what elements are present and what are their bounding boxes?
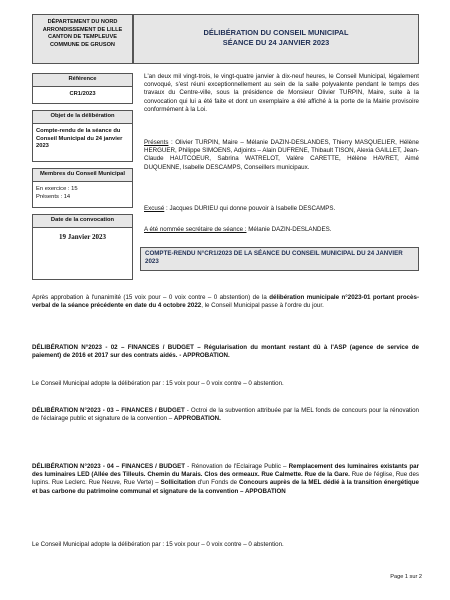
presents-names: : Olivier TURPIN, Maire – Mélanie DAZIN-DESLANDES, Thierry MASQUELIER, Hélène HERGUER, Philippe SIMOENS, Adjoints – Alain DUFRENE, Thibault TISON, Alexia GAILLET, Jean-Claude HAUTCOEUR, Sabrina WATRELOT, Valère CARETTE, Hélène HAVRET, Aimé DUQUENNE, Isabelle DESCAMPS, Conseillers municipaux. <box>144 139 419 171</box>
deliberation-04 <box>32 463 419 496</box>
objet-label: Objet de la délibération <box>33 111 132 124</box>
excuse-text: : Jacques DURIEU qui donne pouvoir à Isabelle DESCAMPS. <box>164 205 336 212</box>
reference-value: CR1/2023 <box>69 90 96 97</box>
d3-text: - Octroi de la subvention attribuée par la MEL fonds de concours pour la rénovation de l'éclairage public et signature de la convention – <box>32 407 419 423</box>
d4-text-3: d'un Fonds de <box>195 479 240 487</box>
secretaire-text: Mélanie DAZIN-DESLANDES. <box>246 226 332 233</box>
d4-bold-3: Concours auprès de la MEL dédié à la transition énergétique et bas carbone du patrimoine communal et signature de la convention – APPOBATION <box>32 479 419 495</box>
convocation-label: Date de la convocation <box>33 215 132 228</box>
deliberation-02 <box>32 344 419 360</box>
d2-heading: DÉLIBÉRATION N°2023 - 02 – FINANCES / BUDGET – <box>32 344 205 351</box>
approval-text: Après approbation à l'unanimité (15 voix pour – 0 voix contre – 0 abstention) de la <box>32 294 270 301</box>
d4-bold-1: Remplacement des luminaires existants par des luminaires LED (Allée des Tilleuls. Chemin du Marais. Clos des ormeaux. Rue Calmette. Rue de la Gare. <box>32 463 419 479</box>
approval-bold: délibération municipale n°2023-01 portant procès-verbal de la séance précédente en date du 4 octobre 2022 <box>32 294 419 310</box>
deliberation-03 <box>32 407 419 423</box>
approval-paragraph <box>32 294 419 310</box>
en-exercice: En exercice : 15 <box>36 185 78 192</box>
header-line: COMMUNE DE GRUSON <box>50 41 115 48</box>
convocation-value: 19 Janvier 2023 <box>59 232 106 241</box>
header-title: DÉLIBÉRATION DU CONSEIL MUNICIPAL <box>203 28 349 37</box>
header-line: ARRONDISSEMENT DE LILLE <box>42 26 123 33</box>
d2-emphasis: Régularisation <box>204 344 248 351</box>
approval-end: , le Conseil Municipal passe à l'ordre du jour. <box>201 302 324 310</box>
membres-box <box>32 168 133 208</box>
presents-count: Présents : 14 <box>36 193 71 200</box>
page-number: Page 1 sur 2 <box>390 574 422 580</box>
cr-title: COMPTE-RENDU N°CR1/2023 DE LA SÉANCE DU CONSEIL MUNICIPAL DU 24 JANVIER 2023 <box>140 247 419 271</box>
excuse-label: Excusé <box>144 205 165 212</box>
excuse-paragraph <box>144 205 419 213</box>
header-subtitle: SÉANCE DU 24 JANVIER 2023 <box>222 38 330 47</box>
vote-02: Le Conseil Municipal adopte la délibération par : 15 voix pour – 0 voix contre – 0 abstention. <box>32 380 284 387</box>
intro-paragraph: L'an deux mil vingt-trois, le vingt-quatre janvier à dix-neuf heures, le Conseil Municipal, légalement convoqué, s'est réuni exceptionnellement au sein de la salle polyvalente pendant le temps des travaux du Centre-ville, sous la présidence de Monsieur Olivier TURPIN, Maire, suite à la convocation qui lui a été faite et dont un exemplaire a été affiché à la porte de la Mairie provisoire conformément à la Loi. <box>144 73 419 113</box>
d3-heading: DÉLIBÉRATION N°2023 - 03 – FINANCES / BUDGET <box>32 407 185 414</box>
vote-04: Le Conseil Municipal adopte la délibération par : 15 voix pour – 0 voix contre – 0 abstention. <box>32 541 284 548</box>
header-admin-block <box>32 14 133 64</box>
convocation-box <box>32 214 133 280</box>
presents-label: Présents <box>144 139 169 146</box>
membres-label: Membres du Conseil Municipal <box>33 169 132 182</box>
reference-box <box>32 73 133 104</box>
d4-text: - Rénovation de l'Eclairage Public – <box>185 463 289 470</box>
objet-box <box>32 110 133 162</box>
header-title-block <box>133 14 419 64</box>
secretaire-paragraph <box>144 226 419 234</box>
d2-text: du montant restant dû à l'ASP (agence de service de paiement) de 2016 et 2017 sur des contrats aidés. - APPROBATION. <box>32 344 419 360</box>
header-line: CANTON DE TEMPLEUVE <box>48 34 117 41</box>
reference-label: Référence <box>33 74 132 87</box>
d3-approval: APPROBATION. <box>173 415 221 423</box>
presents-paragraph <box>144 139 419 172</box>
d4-text-2: Rue de l'église, Rue des lupins. Rue Leclerc. Rue Neuve, Rue Verte) – <box>32 471 419 487</box>
header-line: DÉPARTEMENT DU NORD <box>47 19 118 25</box>
d4-bold-2: Sollicitation <box>160 479 196 487</box>
objet-value: Compte-rendu de la séance du Conseil Municipal du 24 janvier 2023 <box>36 127 123 150</box>
d4-heading: DÉLIBÉRATION N°2023 - 04 – FINANCES / BUDGET <box>32 463 186 470</box>
secretaire-label: A été nommée secrétaire de séance : <box>144 226 247 233</box>
